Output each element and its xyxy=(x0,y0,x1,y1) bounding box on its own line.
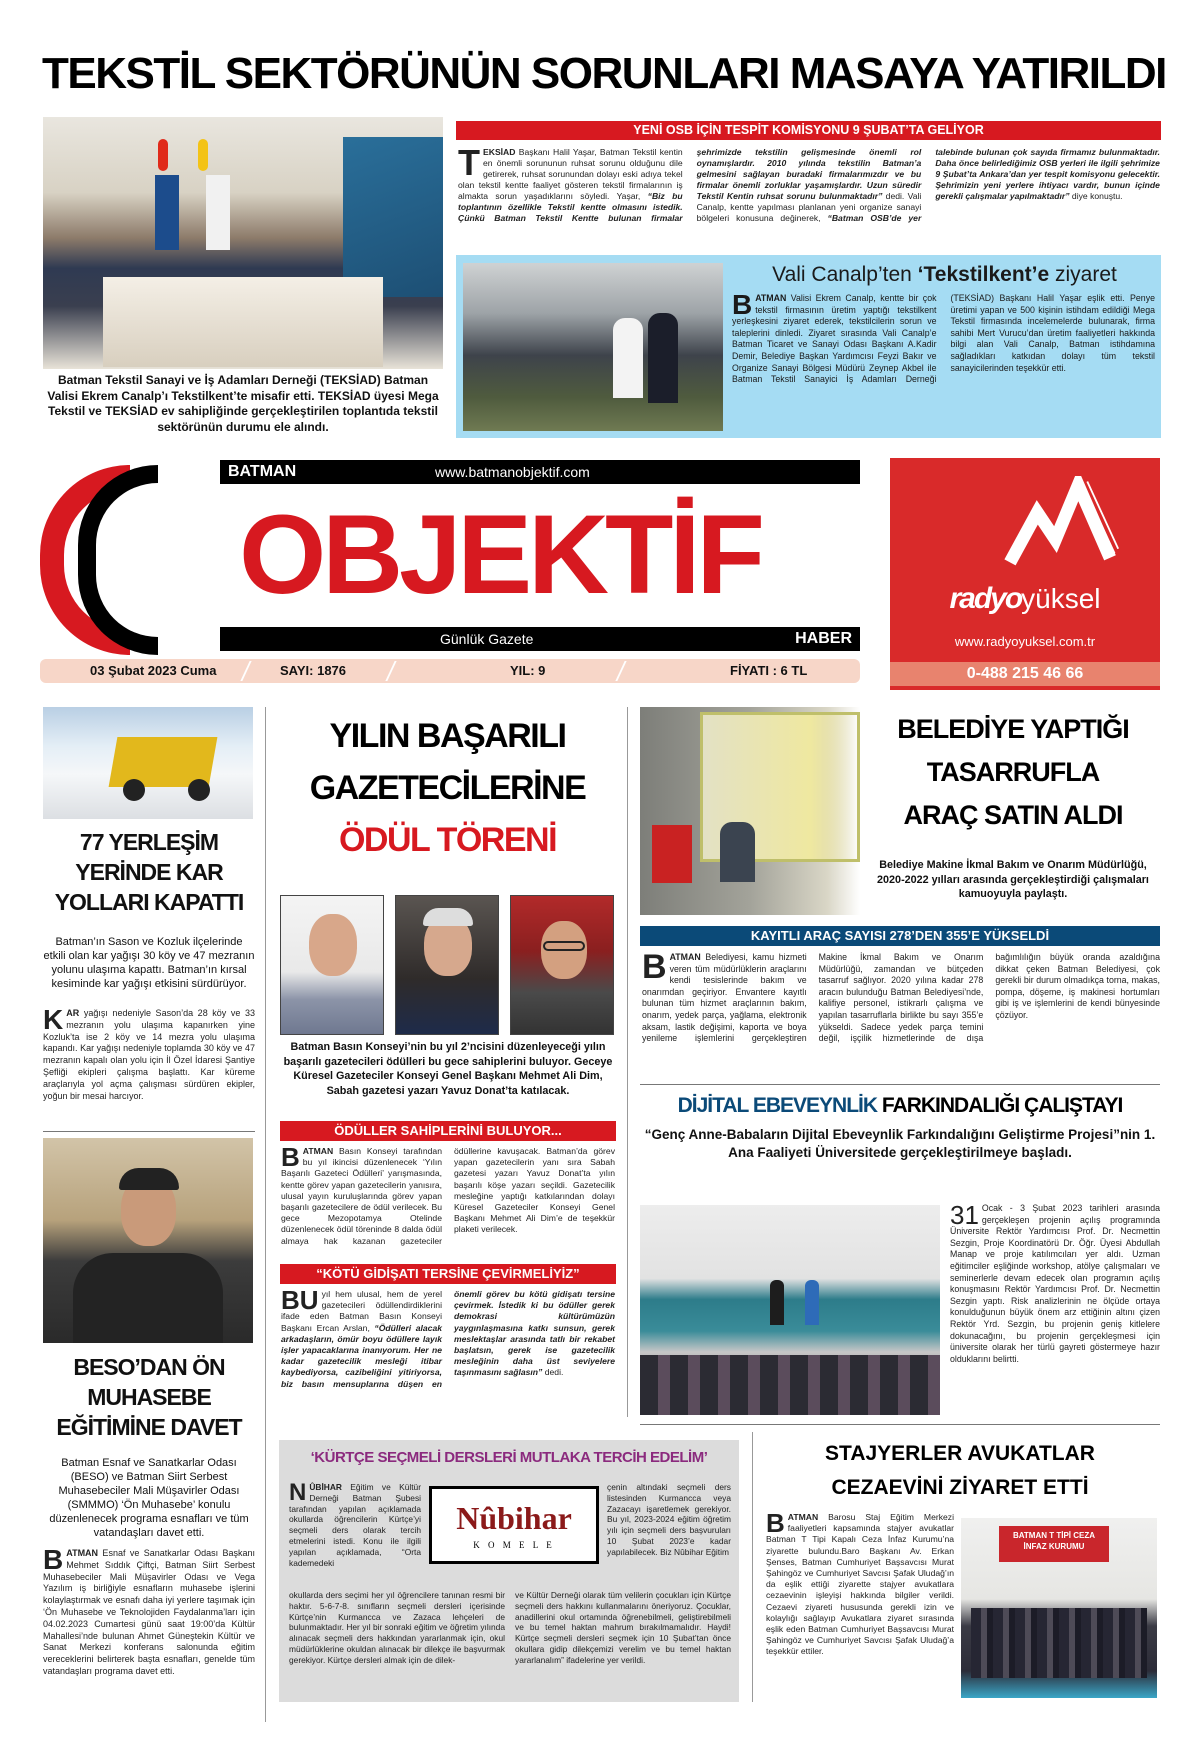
photo-suit xyxy=(73,1253,223,1343)
award-bar-2: “KÖTÜ GİDİŞATI TERSİNE ÇEVİRMELİYİZ” xyxy=(280,1264,616,1284)
lead-subheadline-text: YENİ OSB İÇİN TESPİT KOMİSYONU 9 ŞUBAT’TA GELİYOR xyxy=(633,123,984,137)
digital-spot: “Genç Anne-Babaların Dijital Ebeveynlik Farkındalığını Geliştirme Projesi”nin 1. Ana Faaliyeti Üniversitede gerçekleştirilmeye başladı. xyxy=(644,1127,1156,1160)
strip-divider xyxy=(615,661,626,681)
award-body-2: BU yıl hem ulusal, hem de yerel gazetecileri ödüllendirdiklerini ifade eden Batman Basın Konseyi Başkanı Ercan Arslan, “Ödülleri alacak arkadaşların, ömür boyu ödüllere layık işler yapacaklarına inanıyorum. Her ne kadar gazetecilik mesleği itibar kaybediyorsa, cazibeliğini yitiriyorsa, biz basın mensuplarına düşen en önemli görev bu kötü gidişatı tersine çevirmek. İstedik ki bu ödüller gerek demokrasi kültürümüzün yaygınlaşmasına katkı sunsun, gerek meslektaşlar arasında tatlı bir rekabet başlatsın, gerek ise gazetecilik mesleğinin daha üst seviyelere taşınmasını sağlasın” dedi. xyxy=(281,1285,615,1389)
nubihar-logo-main: Nûbihar xyxy=(456,1500,572,1536)
column-divider xyxy=(265,707,266,1722)
masthead-city: BATMAN xyxy=(228,463,297,480)
photo-person-dark xyxy=(648,313,678,403)
nubihar-logo-sub: K O M E L E xyxy=(473,1540,555,1550)
masthead xyxy=(40,455,860,690)
issue-date: 03 Şubat 2023 Cuma xyxy=(90,663,217,678)
issue-year: YIL: 9 xyxy=(510,663,546,678)
photo-banner-right xyxy=(206,175,230,250)
bus-headline: BELEDİYE YAPTIĞI TASARRUFLA ARAÇ SATIN ALDI xyxy=(897,714,1129,830)
photo-hair xyxy=(423,908,473,926)
award-headline-line2: GAZETECİLERİNE xyxy=(309,769,586,807)
radio-phone[interactable]: 0-488 215 46 66 xyxy=(966,665,1084,682)
dropcap: T xyxy=(458,142,480,183)
strip-divider xyxy=(385,661,396,681)
snow-photo xyxy=(43,707,253,819)
masthead-haber: HABER xyxy=(795,630,852,647)
divider xyxy=(640,1424,1160,1425)
prison-sign: BATMAN T TİPİ CEZA İNFAZ KURUMU xyxy=(999,1526,1109,1562)
award-body-1: BATMAN Basın Konseyi tarafından bu yıl ikincisi düzenlenecek ‘Yılın Başarılı Gazeteci Ödülleri’ yarışmasında, kentte görev yapan gazetecilerin yanısıra, ulusal yayın kuruluşlarında görev yapan başarılı gazetecilere de ödül verilecek. Bu gece Mezopotamya Otelinde düzenlenecek ödül töreninde 8 dalda ödül almaya hak kazanan gazeteciler ödüllerine kavuşacak. Batman’da görev yapan gazetecilerin yanı sıra Sabah gazetesi yazarı Yavuz Donat’ta yılın başarılı köşe yazarı seçildi. Gazetecilik mesleğine yaptığı katkılarından dolayı Küresel Gazeteciler Konseyi Genel Başkanı Mehmet Ali Dim’e de teşekkür plaketi verilecek. xyxy=(281,1142,615,1246)
photo-wheel xyxy=(188,779,210,801)
vali-headline: Vali Canalp’ten ‘Tekstilkent’e ziyaret xyxy=(772,263,1117,286)
lawyer-body: BATMAN Barosu Staj Eğitim Merkezi faaliyetleri kapsamında stajyer avukatlar Batman T Tipi Kapalı Ceza İnfaz Kurumu’na ziyarette bulundu.Baro Başkanı Av. Erkan Şenses, Batman Cumhuriyet Başsavcısı Murat Şahingöz ve Cumhuriyet Savcısı Şafak Uludağ’ın da eşlik ettiği ziyarette stajyer avukatlara cezaevinin işleyişi hakkında bilgiler verildi. Cezaevi ziyareti hususunda gerekli izin ve kolaylığı sağlayıp Avukatlara ziyaret sırasında eşlik eden Batman Cumhuriyet Başsavcısı Murat Şahingöz ve Cumhuriyet Savcısı Şafak Uludağ’a teşekkür ettiler. xyxy=(766,1508,954,1657)
photo-toolbox xyxy=(652,825,692,883)
masthead-tagline: Günlük Gazete xyxy=(440,631,534,647)
photo-face xyxy=(309,914,357,976)
vali-photo-factory xyxy=(463,263,723,431)
photo-hair xyxy=(119,1168,179,1190)
award-spot: Batman Basın Konseyi’nin bu yıl 2’ncisini düzenleyeceği yılın başarılı gazetecileri ödülleri bu gece sahiplerini buluyor. Geceye Küresel Gazeteciler Konseyi Genel Başkanı Mehmet Ali Dim, Sabah gazetesi yazarı Yavuz Donat’ta katılacak. xyxy=(283,1041,613,1097)
radio-phone-strip xyxy=(890,662,1160,686)
lawyer-headline: STAJYERLER AVUKATLAR CEZAEVİNİ ZİYARET ETTİ xyxy=(825,1442,1095,1499)
photo-presenter xyxy=(770,1280,784,1325)
photo-lamp-red xyxy=(158,139,168,171)
photo-lamp-yellow xyxy=(198,139,208,171)
photo-crowd xyxy=(971,1608,1147,1678)
lead-photo-caption: Batman Tekstil Sanayi ve İş Adamları Derneği (TEKSİAD) Batman Valisi Ekrem Canalp’ı Tekstilkent’te misafir etti. TEKSİAD üyesi Mega Tekstil ve TEKSİAD ev sahipliğinde gerçekleştirilen toplantıda tekstil sektörünün durumu ele alındı. xyxy=(47,373,439,434)
nubihar-logo xyxy=(429,1486,599,1564)
beso-headline: BESO’DAN ÖN MUHASEBE EĞİTİMİNE DAVET xyxy=(56,1354,242,1440)
photo-table xyxy=(103,277,383,367)
kurdish-headline: ‘KÜRTÇE SEÇMELİ DERSLERİ MUTLAKA TERCİH EDELİM’ xyxy=(310,1449,708,1466)
lead-subheadline-bar xyxy=(456,121,1161,140)
digital-headline: DİJİTAL EBEVEYNLİK FARKINDALIĞI ÇALIŞTAYI xyxy=(677,1094,1123,1117)
lead-headline xyxy=(42,42,1166,108)
strip-divider xyxy=(240,661,251,681)
photo-wall-blue xyxy=(343,137,443,297)
award-portrait-3 xyxy=(510,895,614,1035)
photo-wheel xyxy=(123,779,145,801)
beso-portrait-photo xyxy=(43,1138,253,1343)
photo-presenter xyxy=(805,1280,819,1325)
radio-website[interactable]: www.radyoyuksel.com.tr xyxy=(954,634,1096,649)
photo-person-white xyxy=(613,318,643,398)
award-bar-1: ÖDÜLLER SAHİPLERİNİ BULUYOR... xyxy=(280,1121,616,1141)
digital-workshop-photo xyxy=(640,1205,940,1415)
digital-body: 31 Ocak - 3 Şubat 2023 tarihleri arasında gerçekleşen projenin açılış programında Üniversite Rektör Yardımcısı Prof. Dr. Necmettin Sezgin, Proje Koordinatörü Dr. Öğr. Üyesi Abdullah Manap ve proje katılımcıları yer aldı. Uzman eğitimciler eşliğinde workshop, atölye çalışmaları ve seminerlerle devam edecek olan programın açılış konuşmasını Rektör Yardımcısı Prof. Dr. Necmettin Sezgin yaptı. Risk analizlerinin ne ölçüde ortaya konulduğunun büyük önem arz ettiğinin altını çizen Rektör Yrd. Sezgin, bu projenin geniş kitlelere dokunacağını, bu projenin gerçekleşmesi için üniversite olarak her türlü gayreti göstermeye hazır olduklarını belirtti. xyxy=(950,1200,1160,1364)
kurdish-body-d: ve Kültür Derneği olarak tüm velilerin çocukları için Kürtçe seçmeli ders hakkını kullanmalarını öneriyoruz. Çocuklar, anadillerini okul ortamında öğrenebilmeli, geliştirebilmeli ve bu temel haktan mahrum bırakılmamalıdır. Haydi! Kürtçe seçmeli dersleri seçmek için 10 Şubat’tan önce okullara gidip dilekçemizi verelim ve bu temel haktan yararlanalım” ifadelerine yer verildi. xyxy=(515,1590,731,1665)
snow-headline: 77 YERLEŞİM YERİNDE KAR YOLLARI KAPATTI xyxy=(54,829,244,915)
vali-story-box xyxy=(456,255,1161,438)
award-headline xyxy=(275,710,620,866)
lawyer-group-photo xyxy=(961,1518,1157,1698)
column-divider xyxy=(752,1432,753,1702)
bus-repair-photo xyxy=(640,707,860,915)
masthead-bottom-bar xyxy=(220,627,860,651)
masthead-top-bar xyxy=(220,460,860,484)
kurdish-body-b: çenin altındaki seçmeli ders listesinden Kurmancca veya Zazacayı işaretlemek gerekiyor. Bu yıl, 2023-2024 eğitim öğretim yılı için seçmeli ders başvuruları 10 Şubat 2023’e kadar yapılabilecek. Biz Nûbihar Eğitim xyxy=(607,1482,731,1557)
award-portrait-1 xyxy=(280,895,384,1035)
beso-body: BATMAN Esnaf ve Sanatkarlar Odası Başkanı Mehmet Sıddık Çiftçi, Batman Siirt Serbest Muhasebeciler Mali Müşavirler Odası ve Vega Yazılım iş birliğiyle esnafların muhasebe işlerini kolaylaştırmak ve esnafı daha iyi yerlere taşımak için ‘Ön Muhasebe ve Teknolojiden Faydalanma’ları için 04.02.2023 Cumartesi günü saat 19:00’da Kültür Mahallesi’nde bulunan Ahmet Güneştekin Kültür ve Sanat Merkezi konferans salonunda eğitim vereceklerini belirterek başta esnafları, genelde tüm vatandaşları programa davet etti. xyxy=(43,1544,255,1676)
beso-spot: Batman Esnaf ve Sanatkarlar Odası (BESO) ve Batman Siirt Serbest Muhasebeciler Mali Müşavirler Odası (SMMMO) ‘Ön Muhasebe’ konulu düzenlenecek programa esnafları ve tüm vatandaşları davet etti. xyxy=(49,1457,249,1539)
award-headline-line3: ÖDÜL TÖRENİ xyxy=(338,821,557,859)
lead-photo-meeting xyxy=(43,117,443,369)
divider xyxy=(640,1084,1160,1085)
vali-story-body: BATMAN Valisi Ekrem Canalp, kentte bir çok tekstil firmasının üretim yaptığı tekstilkent yerleşkesini ziyaret ederek, tekstilcilerin sorun ve taleplerini dinledi. Ziyaret sırasında Vali Canalp’e Batman Ticaret ve Sanayi Odası Başkanı A.Kadir Demir, Belediye Başkan Yardımcısı Feyzi Bakır ve Organize Sanayi Bölgesi Müdürü Zeynep Akbel ile Batman Tekstil Sanayici İş Adamları Derneği (TEKSİAD) Başkanı Halil Yaşar eşlik etti. Penye üretimi yapan ve 500 kişinin istihdam edildiği Mega Tekstil firmasında incelemelerde bulunarak, firma sahibi Mert Vurucu’dan üretim faaliyetleri hakkında bilgi alan Vali Canalp, Batman istihdamına sağladıkları katkıdan dolayı tüm tekstil sanayicilerinden teşekkür etti. xyxy=(732,289,1155,385)
photo-mechanic xyxy=(720,822,755,882)
masthead-website[interactable]: www.batmanobjektif.com xyxy=(435,464,590,480)
photo-glasses xyxy=(543,941,585,951)
bus-body: BATMAN Belediyesi, kamu hizmeti veren tüm müdürlüklerin araçlarını kendi tesislerinde bakım ve onarımdan geçiriyor. Envantere kayıtlı bulunan tüm hizmet araçlarının bakım, onarım, yedek parça, yağlama, elektronik aksam, lastik değişimi, kaporta ve boya yenileme işlemlerini gerçekleştiren Makine İkmal Bakım ve Onarım Müdürlüğü, zamandan ve bütçeden tasarruf sağlıyor. 2020 yılına kadar 278 aracın bulunduğu Batman Belediyesi’nde, kalifiye personel, istikrarlı çalışma ve yapılan tasarruflarla birlikte bu sayı 355’e yükseldi. Sadece yedek parça temini değil, işçilik hizmetlerinde de dışa bağımlılığın büyük oranda azaldığına dikkat çeken Batman Belediyesi, çok gerekli bir durum olmadıkça torna, makas, pompa, döşeme, iş makinesi hortumları gibi iş ve işlemlerini de kendi bünyesinde çözüyor. xyxy=(642,948,1160,1044)
masthead-logo: OBJEKTİF xyxy=(239,492,761,617)
masthead-info-strip xyxy=(40,659,860,683)
lead-headline-text: TEKSTİL SEKTÖRÜNÜN SORUNLARI MASAYA YATIRILDI xyxy=(42,49,1166,98)
award-headline-line1: YILIN BAŞARILI xyxy=(329,717,566,755)
radio-logo-mark xyxy=(1000,476,1120,576)
photo-audience xyxy=(640,1355,940,1415)
kurdish-body-c: okullarda ders seçimi her yıl öğrencilere tanınan resmi bir haktır. 5-6-7-8. sınıfların seçmeli dersleri içerisinde Kürtçe’nin Kurmancca ve Zazaca lehçeleri de bulunmaktadır. Her yıl bir sonraki eğitim ve öğretim yılında alınacak seçmeli ders hakkından yararlanmak için, okul müdürlüklerine okuldan alınacak bir dilekçe ile başvurmak gerekiyor. Kürtçe dersleri almak için de dilek- xyxy=(289,1590,505,1665)
column-divider xyxy=(627,707,628,1417)
snow-body: KAR yağışı nedeniyle Sason’da 28 köy ve 33 mezranın yolu ulaşıma kapanırken yine Kozluk’ta ise 2 köy ve 14 mezra yolu ulaşıma kapandı. Kar yağışı nedeniyle toplamda 30 köy ve 47 mezranın kapalı olan yolu için İl Özel İdaresi Şantiye Şefliği ekipleri çalışma başlattı. Kar küreme araçlarıyla yol açma çalışması sürdüren ekipler, yoğun bir mesai harcıyor. xyxy=(43,1004,255,1101)
radio-wave-icon xyxy=(1000,476,1120,576)
photo-banner-left xyxy=(155,175,179,250)
radio-yuksel-ad[interactable] xyxy=(890,458,1160,690)
kurdish-body-a: NÛBİHAR Eğitim ve Kültür Derneği Batman Şubesi tarafından yapılan açıklamada okullarda öğrencilerin Kürtçe’yi seçmeli ders olarak tercih etmelerini istedi. Konu ile ilgili yapılan açıklamada, “Orta kademedeki xyxy=(289,1479,421,1568)
issue-number: SAYI: 1876 xyxy=(280,663,347,678)
divider xyxy=(43,1131,255,1132)
snow-spot: Batman’ın Sason ve Kozluk ilçelerinde etkili olan kar yağışı 30 köy ve 47 mezranın yolunu ulaşıma kapattı. Batman’ın kırsal kesiminde kar yağışı etkisini sürdürüyor. xyxy=(43,936,255,990)
kurdish-story-box xyxy=(279,1440,739,1702)
radio-brand: radyoyüksel xyxy=(949,582,1101,615)
bus-bar: KAYITLI ARAÇ SAYISI 278’DEN 355’E YÜKSELDİ xyxy=(640,926,1160,946)
bus-spot: Belediye Makine İkmal Bakım ve Onarım Müdürlüğü, 2020-2022 yılları arasında gerçekleştirdiği çalışmaları kamuoyuyla paylaştı. xyxy=(877,859,1149,900)
lead-story-body: TEKSİAD Başkanı Halil Yaşar, Batman Tekstil kentin en önemli sorununun ruhsat sorunu olduğunu dile getirerek, ruhsat sorunundan dolayı eski adıya tekel olan tekstil kentte faaliyet gösteren tekstil firmalarının iş almakta sorun yaşadıklarını söyledi. Yaşar, “Biz bu toplantının özellikle Tekstil kentte olmasını istedik. Çünkü Batman Tekstil Kentte bulunan firmalar şehrimizde tekstilin gelişmesinde önemli rol oynamışlardır. 2010 yılında tekstilin Batman’a gelmesini sağlayan buradaki firmalarımızdır ve bu firmalar önemli zorluklar yaşamışlardır. Uzun süredir Tekstil Kentin ruhsat sorunu bulunmaktadır” dedi. Vali Canalp, kentte yapılması planlanan yeni organize sanayi bölgeleri konusuna değinerek, “Batman OSB’de yer talebinde bulunan çok sayıda firmamız bulunmaktadır. Daha önce belirlediğimiz OSB yerleri ile ilgili şehrimize 9 Şubat’ta Ankara’dan yer tespit komisyonu gelecektir. Şehrimizin yeni yerlere ihtiyacı vardır, bunun içinde gerekli çalışmalar yapılmaktadır” diye konuştu. xyxy=(458,142,1160,223)
issue-price: FİYATI : 6 TL xyxy=(730,663,808,678)
award-portrait-2 xyxy=(395,895,499,1035)
